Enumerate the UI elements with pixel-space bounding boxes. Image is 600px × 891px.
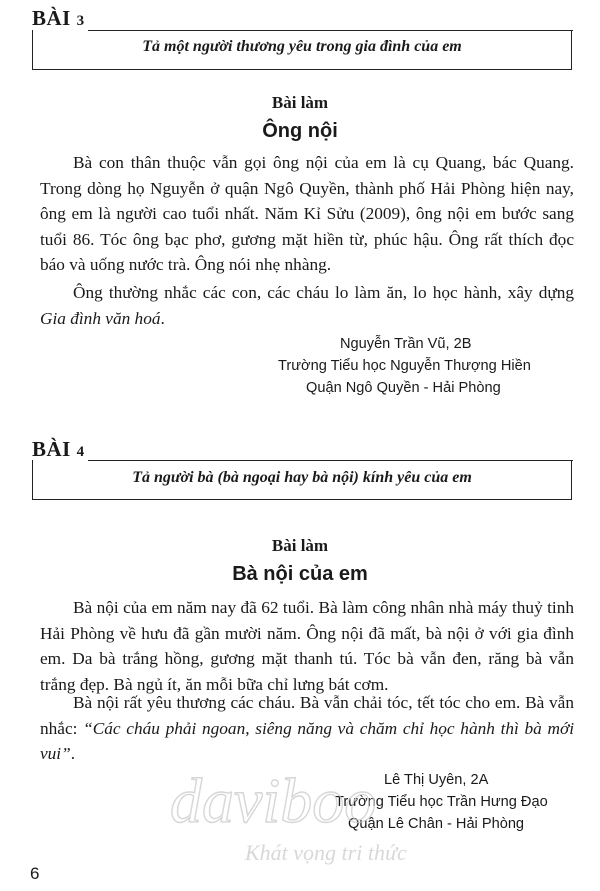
- bai3-task-prompt: Tả một người thương yêu trong gia đình của em: [142, 38, 462, 55]
- bai3-paragraph-2: Ông thường nhắc các con, các cháu lo làm ăn, lo học hành, xây dựng Gia đình văn hoá.: [40, 283, 574, 328]
- bai4-author-school: Trường Tiểu học Trần Hưng Đạo: [335, 794, 548, 810]
- bai3-label: BÀI 3: [32, 6, 85, 30]
- bai4-author-district: Quận Lê Chân - Hải Phòng: [348, 816, 525, 832]
- page-number: 6: [30, 864, 40, 883]
- bai3-essay-title: Ông nội: [262, 120, 338, 142]
- watermark-logo-text: daviboo: [170, 765, 377, 836]
- bai3-author-name: Nguyễn Trần Vũ, 2B: [340, 336, 472, 352]
- watermark-tagline: Khát vọng tri thức: [245, 840, 407, 865]
- bai3-author-district: Quận Ngô Quyền - Hải Phòng: [306, 380, 501, 396]
- bai4-paragraph-2: Bà nội rất yêu thương các cháu. Bà vẫn chải tóc, tết tóc cho em. Bà vẫn nhắc: “Các cháu phải ngoan, siêng năng và chăm chỉ học hành thì bà mới vui”.: [40, 693, 575, 763]
- bai4-essay-title: Bà nội của em: [232, 563, 368, 585]
- bai4-author-name: Lê Thị Uyên, 2A: [384, 772, 489, 788]
- bai4-bai-lam-heading: Bài làm: [271, 536, 329, 555]
- bai4-task-box: [32, 460, 572, 500]
- bai4-label: BÀI 4: [32, 437, 85, 461]
- bai3-paragraph-1: Bà con thân thuộc vẫn gọi ông nội của em là cụ Quang, bác Quang. Trong dòng họ Nguyễn ở quận Ngô Quyền, thành phố Hải Phòng hiện nay, ông em là người cao tuổi nhất. Năm Kỉ Sửu (2009), ông nội em bước sang tuổi 86. Tóc ông bạc phơ, gương mặt hiền từ, phúc hậu. Ông rất thích đọc báo và uống nước trà. Ông nói nhẹ nhàng.: [40, 153, 574, 274]
- bai3-author-school: Trường Tiểu học Nguyễn Thượng Hiền: [278, 358, 531, 374]
- bai4-task-prompt: Tả người bà (bà ngoại hay bà nội) kính yêu của em: [132, 469, 472, 486]
- bai4-paragraph-1: Bà nội của em năm nay đã 62 tuổi. Bà làm công nhân nhà máy thuỷ tinh Hải Phòng về hưu đã gần mười năm. Ông nội đã mất, bà nội ở với gia đình em. Da bà trắng hồng, gương mặt thanh tú. Tóc bà vẫn đen, răng bà vẫn trắng đẹp. Bà ngủ ít, ăn mỗi bữa chỉ lưng bát cơm.: [40, 598, 574, 694]
- bai3-task-box: [32, 30, 572, 70]
- bai3-bai-lam-heading: Bài làm: [271, 93, 329, 112]
